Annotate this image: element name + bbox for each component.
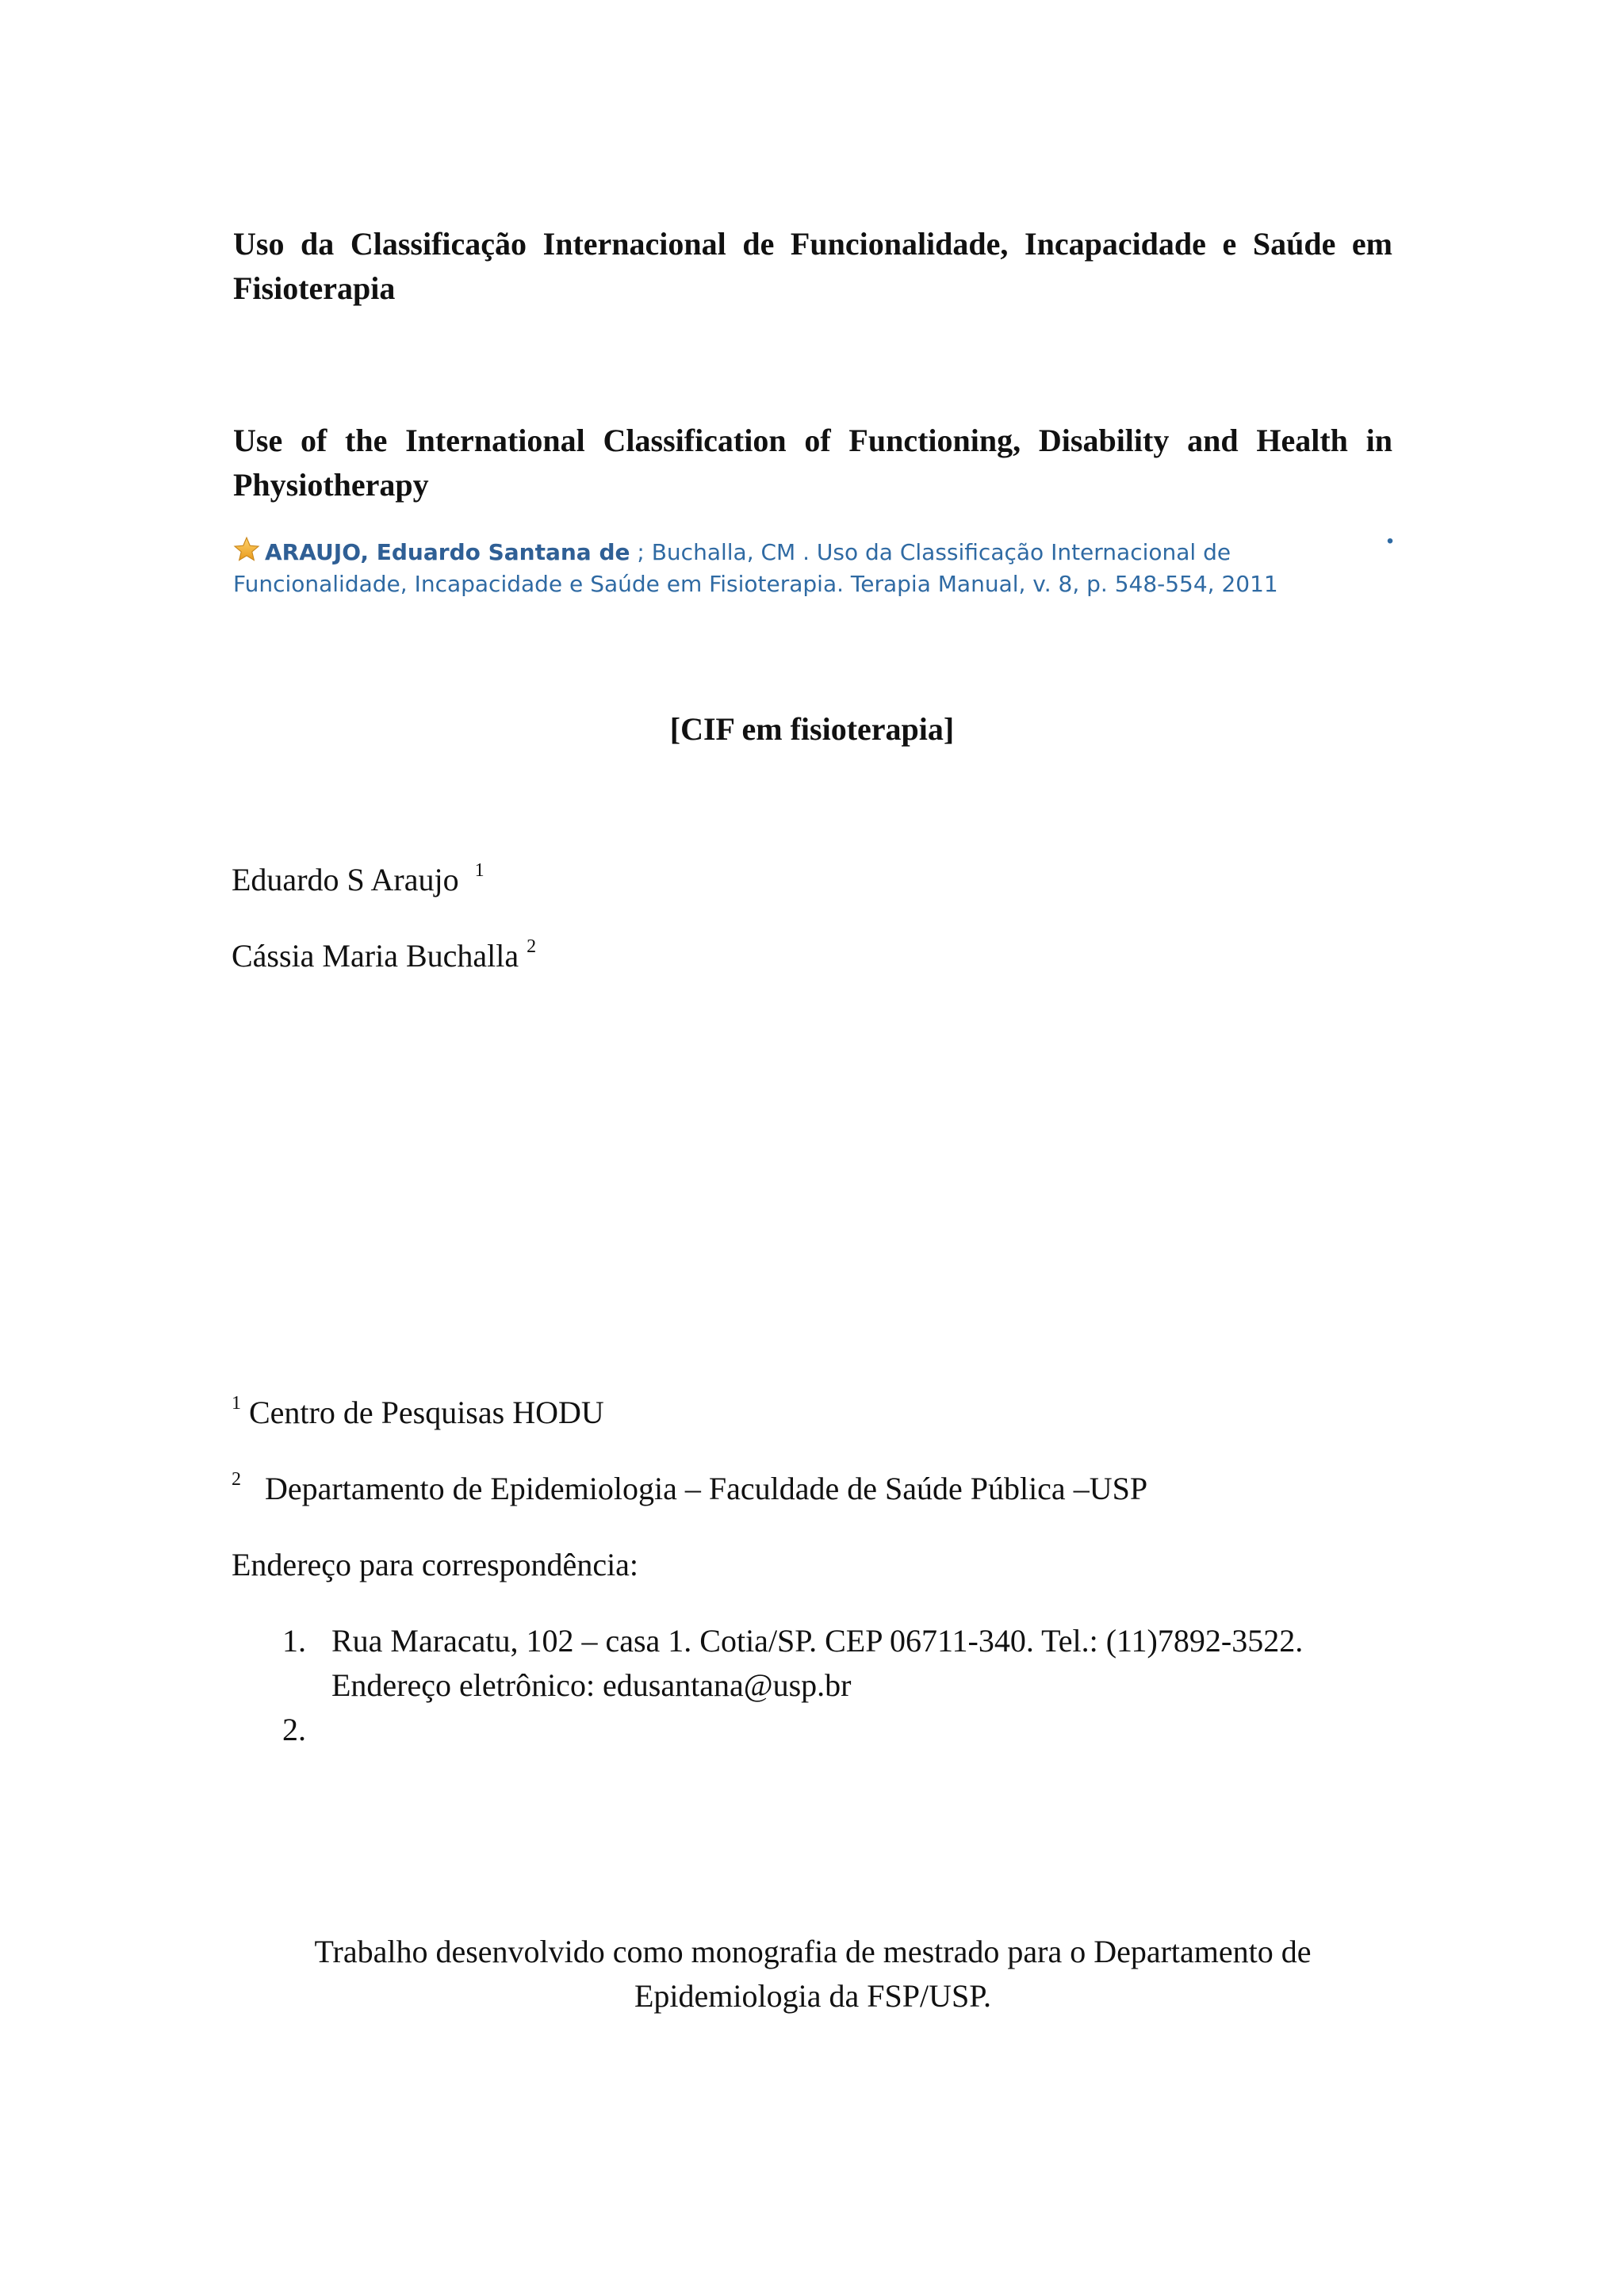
affiliation-sup: 1: [232, 1393, 241, 1414]
affiliation-text: Centro de Pesquisas HODU: [249, 1395, 604, 1430]
citation-coauthor[interactable]: Buchalla, CM: [651, 539, 796, 565]
author-2: [232, 934, 536, 978]
list-item-number: 2.: [282, 1712, 306, 1747]
citation-separator: ;: [630, 539, 652, 565]
affiliation-sup: 2: [232, 1469, 241, 1490]
correspondence-label: Endereço para correspondência:: [232, 1547, 639, 1582]
title-portuguese: Uso da Classificação Internacional de Funcionalidade, Incapacidade e Saúde em Fisioterapia: [233, 226, 1392, 306]
star-icon[interactable]: [233, 536, 260, 563]
affiliation-text: Departamento de Epidemiologia – Faculdade de Saúde Pública –USP: [265, 1471, 1148, 1506]
author-sup: 2: [527, 936, 537, 957]
affiliation-2: [232, 1467, 1147, 1511]
address-line: Rua Maracatu, 102 – casa 1. Cotia/SP. CEP 06711-340. Tel.: (11)7892-3522.: [331, 1623, 1304, 1659]
affiliation-1: [232, 1391, 604, 1435]
email-line: Endereço eletrônico: edusantana@usp.br: [331, 1667, 852, 1703]
citation-block[interactable]: [233, 536, 1359, 600]
short-title: [CIF em fisioterapia]: [669, 711, 955, 747]
author-sup: 1: [474, 860, 485, 881]
footer-note: Trabalho desenvolvido como monografia de mestrado para o Departamento de Epidemiologia da FSP/USP.: [314, 1934, 1312, 2014]
citation-reference: . Uso da Classificação Internacional de Funcionalidade, Incapacidade e Saúde em Fisioterapia. Terapia Manual, v. 8, p. 548-554, 2011: [233, 539, 1278, 597]
author-name: Cássia Maria Buchalla: [232, 938, 519, 974]
address-list: [282, 1619, 1392, 1762]
title-english: Use of the International Classification of Functioning, Disability and Health in Physiotherapy: [233, 423, 1392, 503]
author-1: [232, 858, 485, 902]
list-item-number: 1.: [282, 1623, 306, 1659]
citation-main-author[interactable]: ARAUJO, Eduardo Santana de: [265, 539, 630, 565]
trailing-dot: .: [1386, 515, 1394, 550]
author-name: Eduardo S Araujo: [232, 862, 459, 897]
